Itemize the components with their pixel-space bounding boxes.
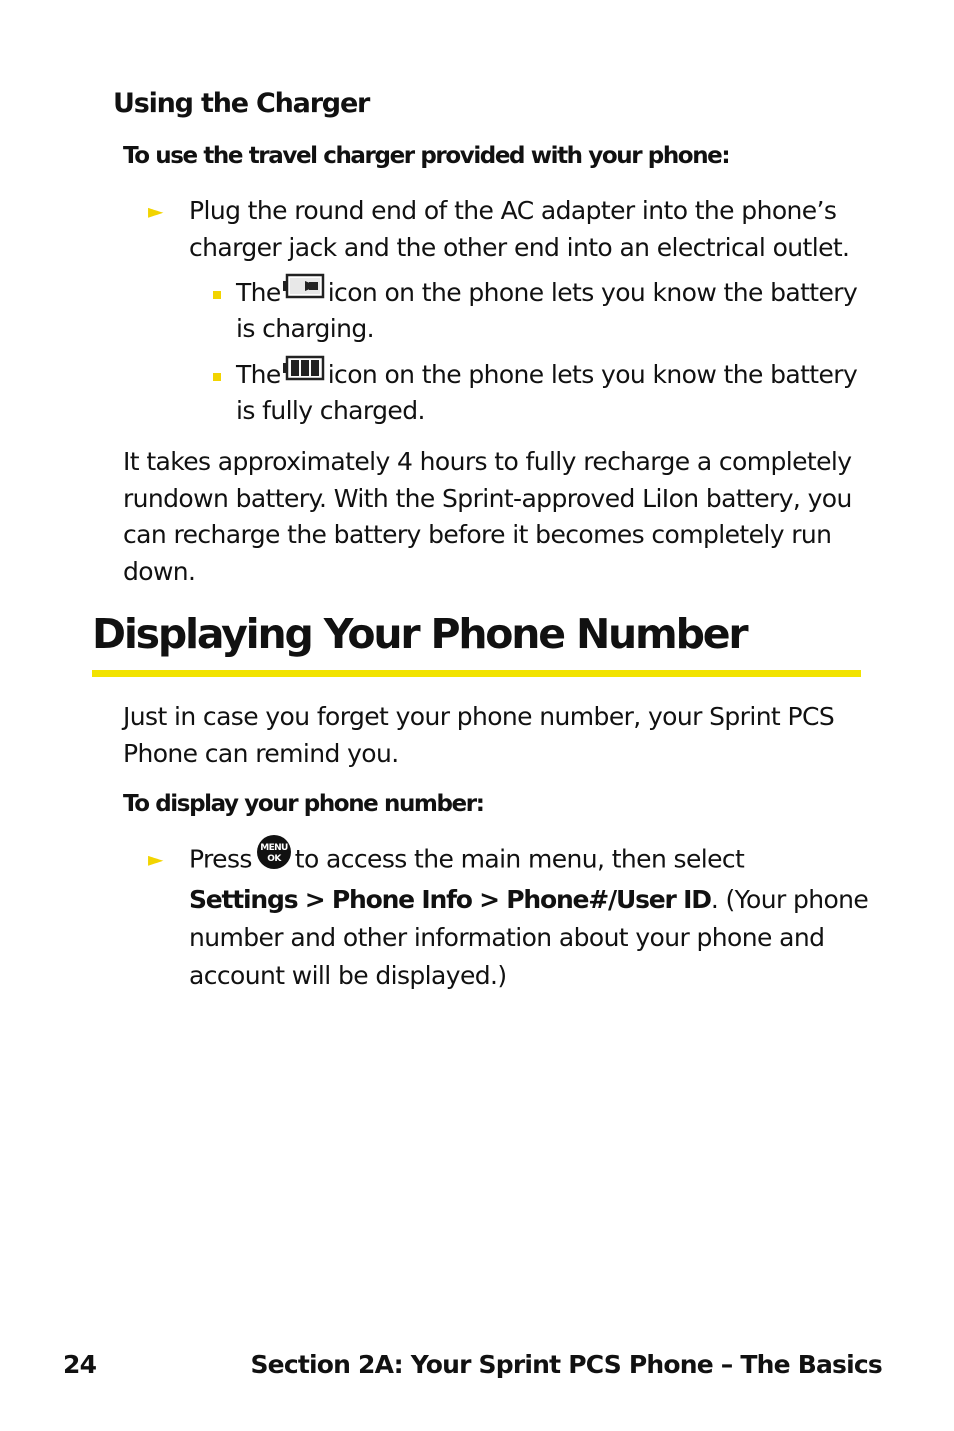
bullet-text: The	[236, 360, 281, 389]
menu-path-user-id: Phone#/User ID	[506, 885, 711, 914]
battery-full-icon	[283, 354, 325, 392]
step-line: number and other information about your phone and	[189, 923, 825, 952]
footer-section-title: Section 2A: Your Sprint PCS Phone – The Basics	[250, 1350, 882, 1379]
bullet-fully-charged	[236, 357, 857, 429]
paragraph-line: down.	[123, 556, 196, 586]
paragraph-line: can recharge the battery before it becomes completely run	[123, 520, 832, 549]
page-number: 24	[63, 1350, 97, 1379]
charging-time-paragraph	[123, 444, 852, 590]
menu-path-separator: >	[479, 885, 499, 914]
triangle-bullet-icon: ►	[148, 199, 164, 223]
triangle-bullet-icon: ►	[148, 847, 164, 871]
step-line	[189, 881, 868, 919]
step-line	[189, 840, 868, 881]
menu-path-separator: >	[304, 885, 325, 914]
menu-key-label-bottom: OK	[267, 854, 281, 864]
bullet-line: is fully charged.	[236, 396, 425, 425]
menu-key-label-top: MENU	[260, 843, 288, 853]
bullet-text: The	[236, 278, 281, 307]
bullet-text: icon on the phone lets you know the battery	[327, 360, 858, 389]
step-text: to access the main menu, then select	[294, 844, 745, 874]
bullet-line	[236, 275, 857, 311]
paragraph-line: It takes approximately 4 hours to fully recharge a completely	[123, 447, 852, 476]
menu-ok-key-icon	[256, 834, 292, 881]
procedure-intro-display: To display your phone number:	[123, 791, 484, 817]
step-line: account will be displayed.)	[189, 961, 507, 990]
bullet-line	[236, 357, 857, 393]
square-bullet-icon	[213, 373, 221, 381]
bullet-text: icon on the phone lets you know the battery	[327, 278, 858, 307]
square-bullet-icon	[213, 291, 221, 299]
paragraph-line: Just in case you forget your phone number, your Sprint PCS	[123, 702, 835, 731]
step-text: Press	[189, 844, 252, 874]
procedure-intro-charger: To use the travel charger provided with your phone:	[123, 143, 730, 169]
step-line: charger jack and the other end into an electrical outlet.	[189, 233, 850, 262]
battery-charging-icon	[283, 272, 325, 310]
menu-path-phone-info: Phone Info	[331, 885, 472, 914]
heading-rule	[92, 670, 861, 677]
step-plug-charger	[189, 192, 849, 266]
step-press-menu	[189, 840, 868, 995]
paragraph-line: rundown battery. With the Sprint-approved LiIon battery, you	[123, 483, 852, 513]
bullet-charging	[236, 275, 857, 347]
section-heading-using-charger: Using the Charger	[113, 88, 370, 119]
step-line: Plug the round end of the AC adapter into the phone’s	[189, 196, 837, 225]
step-text: . (Your phone	[710, 885, 869, 914]
section-heading-display-number: Displaying Your Phone Number	[92, 610, 747, 658]
bullet-line: is charging.	[236, 314, 374, 343]
menu-path-settings: Settings	[189, 885, 298, 914]
display-number-intro	[123, 699, 834, 772]
paragraph-line: Phone can remind you.	[123, 738, 399, 768]
